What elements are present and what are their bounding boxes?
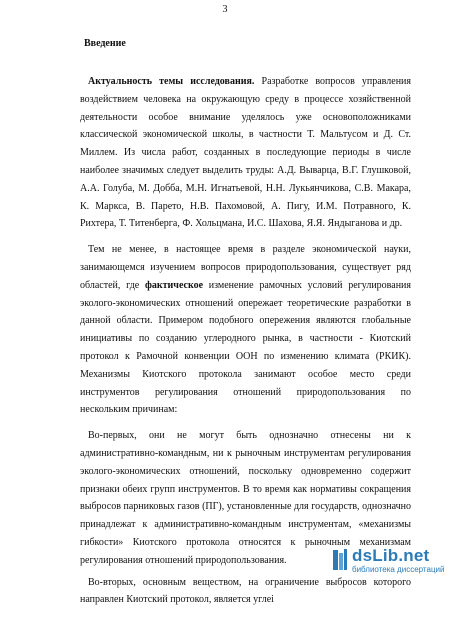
watermark-subtitle: библиотека диссертаций xyxy=(352,565,445,574)
body-text xyxy=(80,73,411,617)
however-bold-word: фактическое xyxy=(144,279,204,291)
relevance-text: Разработке вопросов управления воздействием человека на окружающую среду в процессе хозяйственной деятельности особое внимание уделялось уже основоположниками классической экономической школы, в частности Т. Мальтусом и Д. Ст. Миллем. Из числа работ, созданных в последующие периоды в числе наиболее значимых следует выделить труды: А.Д. Выварца, В.Г. Глушковой, А.А. Голуба, М. Добба, М.Н. Игнатьевой, Н.Н. Лукьянчикова, С.В. Макара, К. Маркса, В. Парето, Н.В. Пахомовой, А. Пигу, И.М. Потравного, К. Рихтера, Т. Титенберга, Ф. Хольцмана, И.С. Шахова, Я.Я. Яндыганова и др. xyxy=(80,76,412,230)
section-heading: Введение xyxy=(84,38,126,49)
page-number: 3 xyxy=(222,4,228,15)
relevance-lead: Актуальность темы исследования. xyxy=(88,76,255,87)
paragraph-however xyxy=(80,241,411,419)
watermark-title: dsLib.net xyxy=(352,546,430,565)
paragraph-secondly xyxy=(80,574,411,610)
secondly-text: Во-вторых, основным веществом, на ограничение выбросов которого направлен Киотский протокол, является углеі xyxy=(80,576,411,606)
paragraph-relevance xyxy=(80,73,411,233)
book-stack-icon xyxy=(332,548,348,572)
however-text-end: изменение рамочных условий регулирования эколого-экономических отношений опережает теоретические разработки в данной области. Примером подобного опережения являются глобальные инициативы по созданию углеродного рынка, в частности - Киотский протокол к Рамочной конвенции ООН по изменению климата (РКИК). Механизмы Киотского протокола занимают особое место среди инструментов регулирования отношений природопользования по нескольким причинам: xyxy=(80,279,412,416)
watermark[interactable] xyxy=(332,546,445,576)
firstly-text: Во-первых, они не могут быть однозначно отнесены ни к административно-командным, ни к рыночным инструментам регулирования эколого-экономических отношений, поскольку одновременно содержит признаки обеих групп инструментов. В то время как нормативы сокращения выбросов парниковых газов (ПГ), установленные для государств, однозначно принадлежат к административно-командным инструментам, «механизмы гибкости» Киотского протокола относятся к рыночным механизмам регулирования отношений природопользования. xyxy=(80,430,411,566)
however-text-start: Тем не менее, в настоящее время в разделе экономической науки, занимающемся изучением вопросов природопользования, существует ряд областей, где xyxy=(80,244,411,291)
